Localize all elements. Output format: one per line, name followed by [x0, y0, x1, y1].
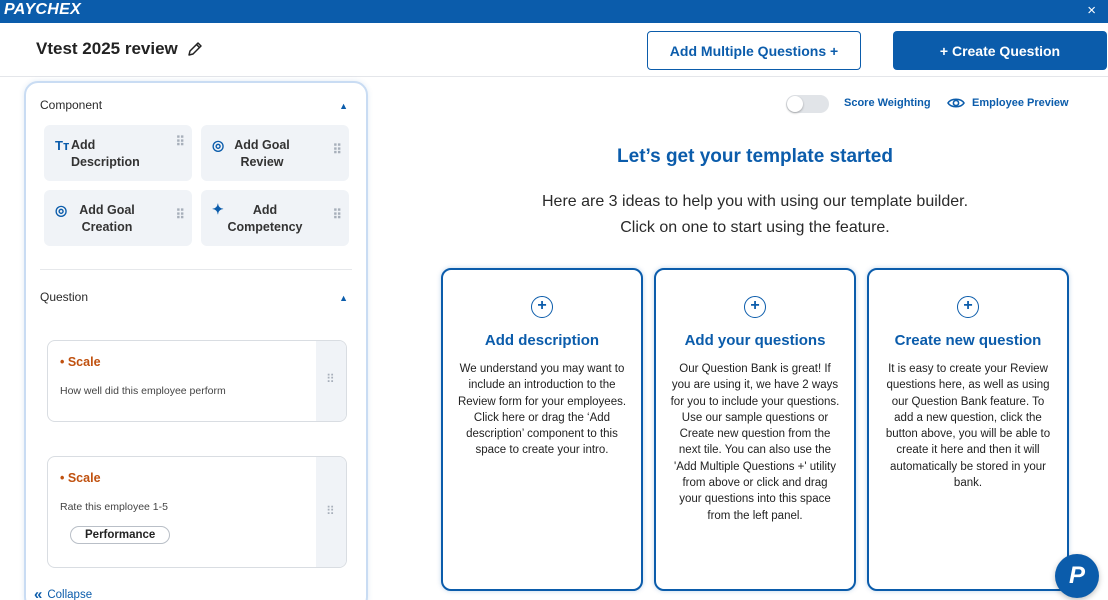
eye-icon[interactable]: [947, 95, 965, 116]
question-text: How well did this employee perform: [60, 385, 226, 397]
intro-text-line-2: Click on one to start using the feature.: [620, 219, 890, 236]
tile-label: Add Goal Review: [234, 138, 290, 169]
component-section-heading: Component: [40, 98, 103, 112]
create-new-question-card[interactable]: [867, 268, 1069, 591]
tile-label: Add Competency: [227, 203, 303, 234]
plus-circle-icon: +: [957, 296, 979, 318]
drag-handle-icon: ⠿: [326, 504, 335, 518]
top-bar: [0, 0, 1108, 23]
score-weighting-label[interactable]: Score Weighting: [844, 97, 931, 109]
paychex-assistant-button[interactable]: [1055, 554, 1099, 598]
add-your-questions-card[interactable]: [654, 268, 856, 591]
page-title: Vtest 2025 review: [36, 39, 178, 58]
fab-letter: P: [1068, 562, 1085, 589]
paychex-logo: PAYCHEX: [4, 1, 82, 18]
drag-handle-icon[interactable]: ⠿: [332, 207, 341, 222]
add-competency-tile[interactable]: [201, 190, 349, 246]
text-format-icon: Tт: [55, 138, 70, 153]
employee-preview-link[interactable]: Employee Preview: [972, 97, 1069, 109]
collapse-panel-button[interactable]: [34, 586, 92, 600]
question-type: • Scale: [60, 355, 101, 369]
add-description-card[interactable]: [441, 268, 643, 591]
card-body: We understand you may want to include an introduction to the Review form for your employees. Click here or drag the ‘Add description’ component to this space to create your intro.: [457, 363, 627, 457]
question-card[interactable]: [47, 456, 347, 568]
target-icon: ◎: [55, 202, 68, 218]
question-type: • Scale: [60, 471, 101, 485]
create-question-button[interactable]: + Create Question: [893, 31, 1107, 70]
question-section-heading: Question: [40, 290, 89, 304]
card-title: Add your questions: [684, 332, 826, 349]
component-panel: [24, 81, 368, 600]
drag-handle-icon[interactable]: ⠿: [332, 142, 341, 157]
card-title: Create new question: [894, 332, 1042, 349]
intro-text-line-1: Here are 3 ideas to help you with using our template builder.: [541, 193, 969, 210]
plus-circle-icon: +: [744, 296, 766, 318]
tile-label: Add Description: [71, 138, 140, 169]
sparkle-icon: ✦: [212, 201, 224, 217]
question-card[interactable]: [47, 340, 347, 422]
plus-circle-icon: +: [531, 296, 553, 318]
score-weighting-toggle[interactable]: [786, 95, 829, 113]
section-divider: [40, 269, 352, 270]
target-icon: ◎: [212, 137, 225, 153]
collapse-label: Collapse: [47, 588, 93, 600]
card-body: It is easy to create your Review questions here, as well as using our Question Bank feature. To add a new question, click the button above, you will be able to create it here and then it will automatically be stored in your bank.: [885, 363, 1051, 490]
add-description-tile[interactable]: [44, 125, 192, 181]
add-goal-review-tile[interactable]: [201, 125, 349, 181]
question-caret-up-icon[interactable]: ▲: [339, 293, 348, 303]
toggle-knob: [787, 96, 803, 112]
edit-pencil-icon[interactable]: [186, 40, 204, 58]
question-tag-badge: Performance: [70, 526, 170, 544]
question-text: Rate this employee 1-5: [60, 501, 168, 513]
close-icon[interactable]: ×: [1087, 2, 1096, 19]
title-wrap: [36, 39, 204, 59]
question-drag-handle[interactable]: [316, 341, 346, 421]
page-header: [0, 23, 1108, 77]
question-drag-handle[interactable]: [316, 457, 346, 567]
card-body: Our Question Bank is great! If you are using it, we have 2 ways for you to include your questions. Use our sample questions or Create new question from the next tile. You can also use the 'Add Multiple Questions +' utility from above or click and drag your questions into this space from the left panel.: [670, 363, 840, 522]
add-goal-creation-tile[interactable]: [44, 190, 192, 246]
drag-handle-icon[interactable]: ⠿: [175, 207, 184, 222]
drag-handle-icon[interactable]: ⠿: [175, 134, 184, 149]
tile-label: Add Goal Creation: [79, 203, 135, 234]
card-title: Add description: [484, 332, 600, 349]
add-multiple-questions-button[interactable]: Add Multiple Questions +: [647, 31, 861, 70]
component-caret-up-icon[interactable]: ▲: [339, 101, 348, 111]
drag-handle-icon: ⠿: [326, 372, 335, 386]
main-heading: Let’s get your template started: [617, 146, 893, 167]
double-chevron-left-icon: «: [34, 586, 40, 600]
